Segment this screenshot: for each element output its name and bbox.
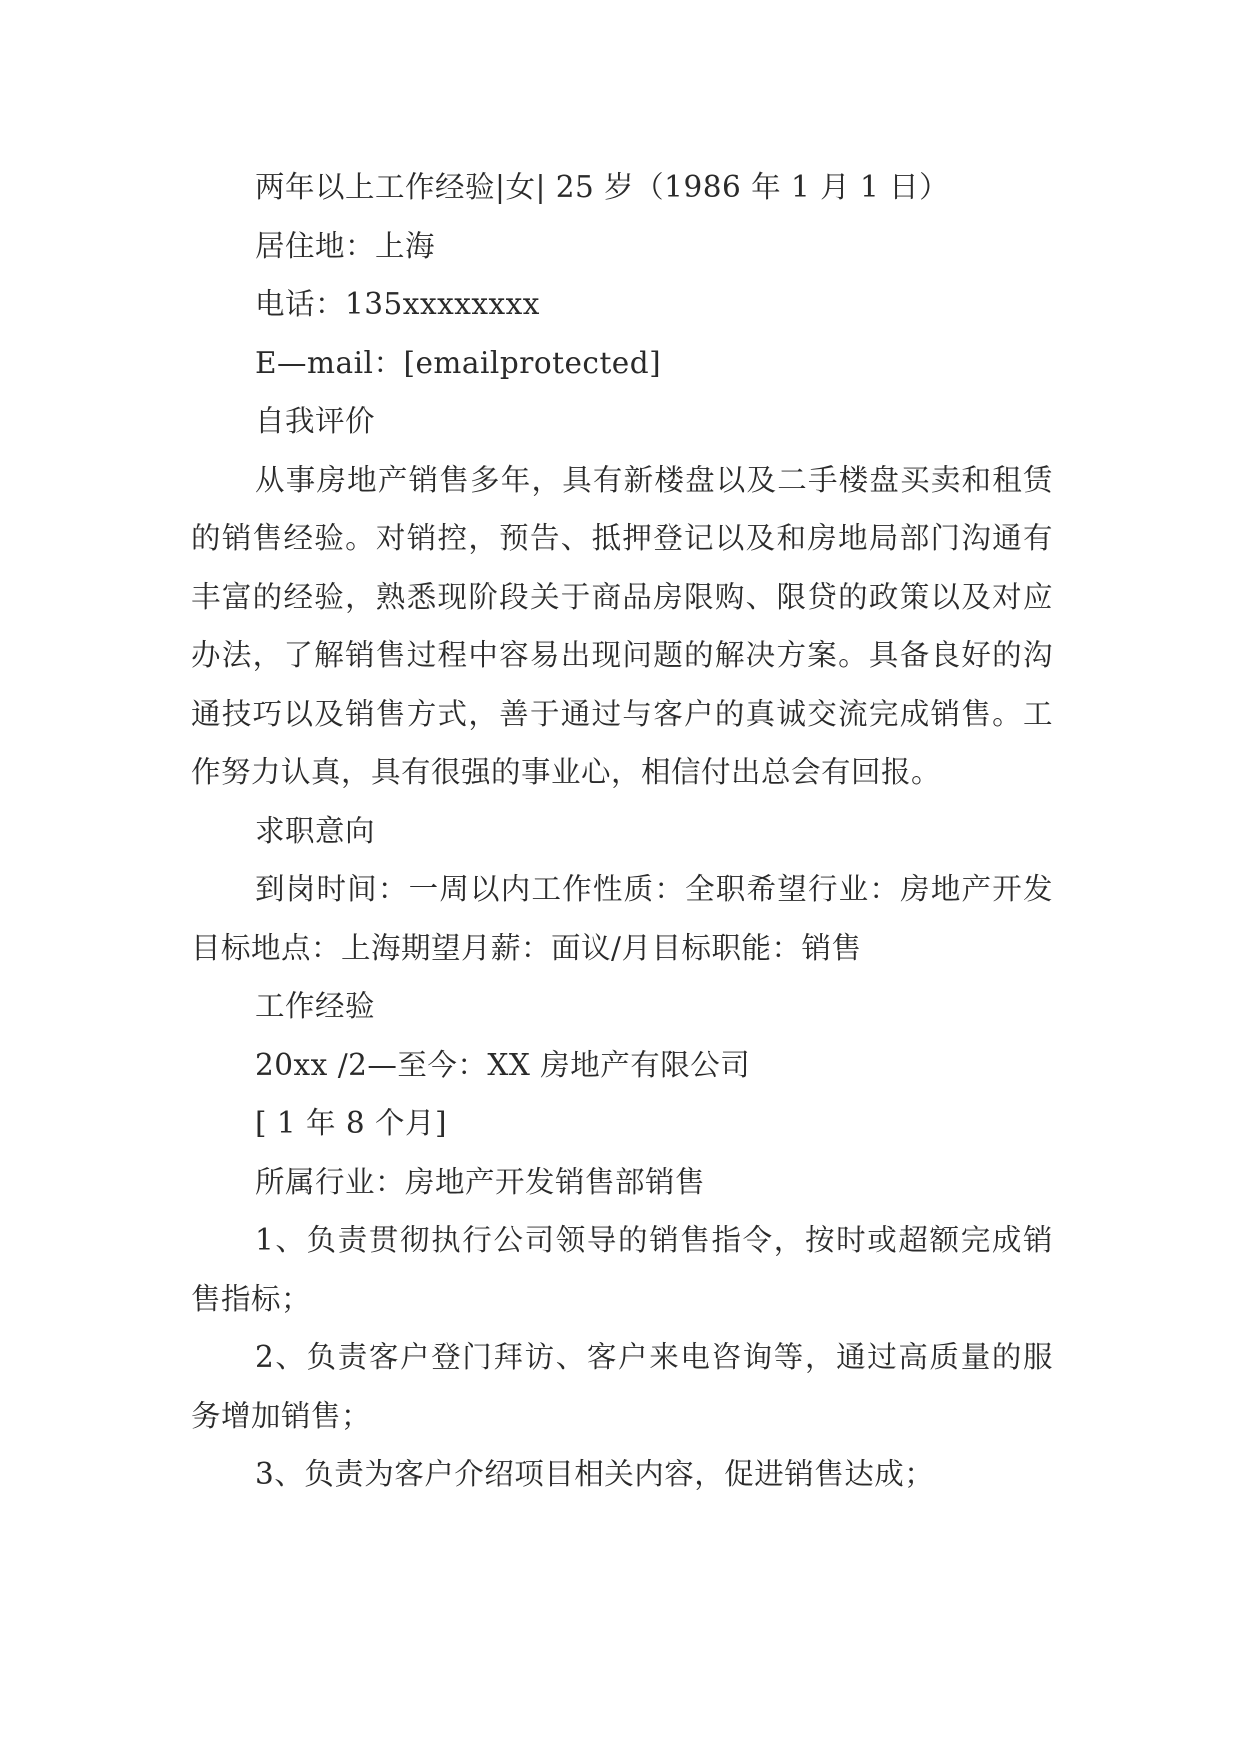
- work-duration: [ 1 年 8 个月]: [255, 1106, 448, 1140]
- self-evaluation-paragraph: 从事房地产销售多年，具有新楼盘以及二手楼盘买卖和租赁的销售经验。对销控，预告、抵押登记以及和房地局部门沟通有丰富的经验，熟悉现阶段关于商品房限购、限贷的政策以及对应办法，了解销售过程中容易出现问题的解决方案。具备良好的沟通技巧以及销售方式，善于通过与客户的真诚交流完成销售。工作努力认真，具有很强的事业心，相信付出总会有回报。: [191, 462, 1053, 789]
- duty-item: 3、负责为客户介绍项目相关内容，促进销售达成；: [255, 1457, 935, 1491]
- duty-item: 1、负责贯彻执行公司领导的销售指令，按时或超额完成销售指标；: [191, 1223, 1053, 1316]
- basic-info-line: 两年以上工作经验|女| 25 岁（1986 年 1 月 1 日）: [255, 170, 950, 204]
- resume-body: [191, 158, 1053, 1504]
- duty-item: 2、负责客户登门拜访、客户来电咨询等，通过高质量的服务增加销售；: [191, 1340, 1053, 1433]
- section-heading-self-evaluation: 自我评价: [255, 404, 376, 438]
- work-period-company: 20xx /2—至今：XX 房地产有限公司: [255, 1047, 751, 1082]
- phone-line: 电话：135xxxxxxxx: [255, 287, 540, 321]
- residence-line: 居住地：上海: [255, 228, 436, 263]
- email-line: E—mail：[emailprotected]: [255, 345, 662, 380]
- job-intention-paragraph: 到岗时间：一周以内工作性质：全职希望行业：房地产开发目标地点：上海期望月薪：面议/月目标职能：销售: [191, 872, 1053, 965]
- section-heading-work-experience: 工作经验: [255, 989, 376, 1023]
- section-heading-job-intention: 求职意向: [255, 813, 376, 848]
- work-industry: 所属行业：房地产开发销售部销售: [255, 1164, 706, 1199]
